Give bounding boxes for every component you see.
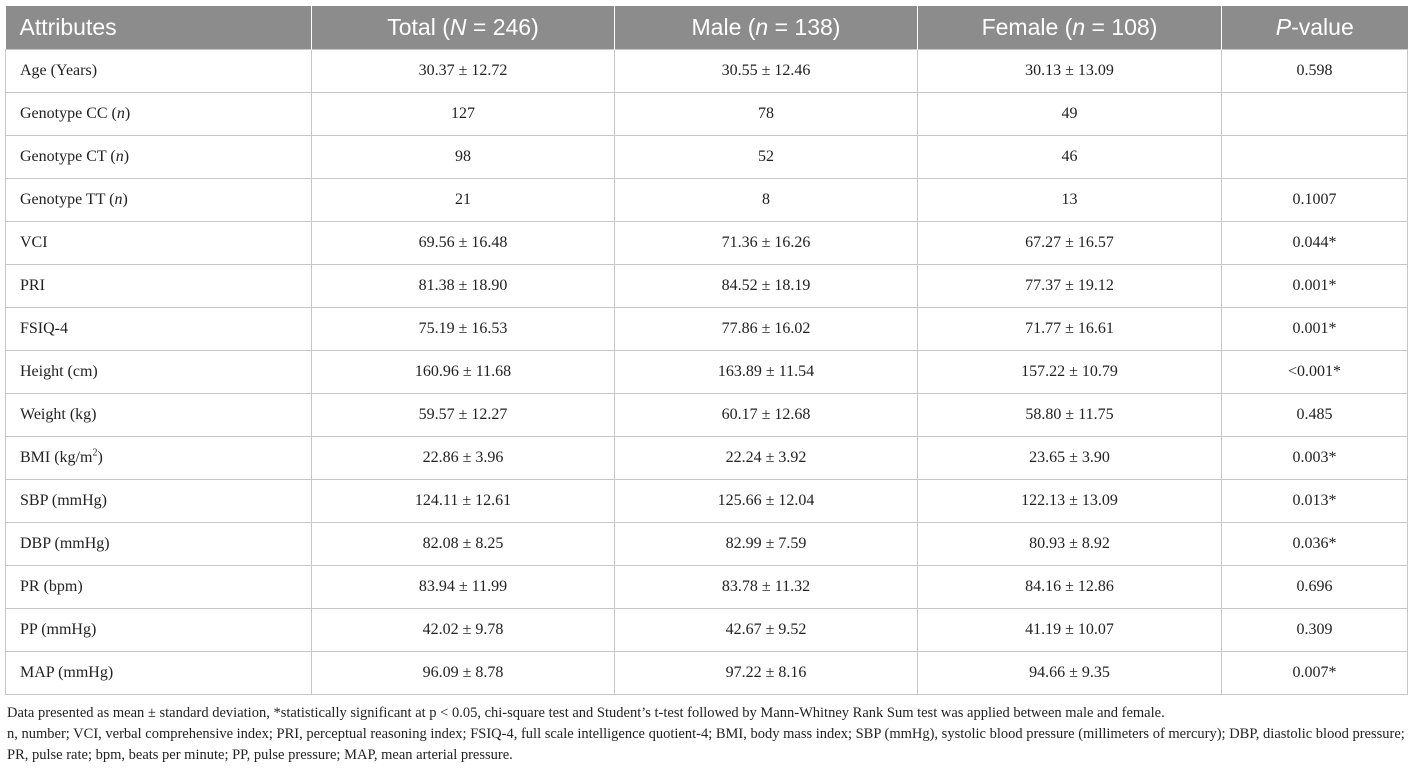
table-body — [6, 50, 1408, 695]
table-container — [5, 6, 1407, 766]
cell-attribute: Genotype TT (n) — [6, 179, 312, 222]
cell-female: 122.13 ± 13.09 — [918, 480, 1222, 523]
cell-attribute: SBP (mmHg) — [6, 480, 312, 523]
table-row — [6, 265, 1408, 308]
cell-female: 30.13 ± 13.09 — [918, 50, 1222, 93]
cell-male: 83.78 ± 11.32 — [615, 566, 918, 609]
cell-male: 82.99 ± 7.59 — [615, 523, 918, 566]
cell-attribute: DBP (mmHg) — [6, 523, 312, 566]
header-row — [6, 6, 1408, 50]
cell-p-value: 0.003* — [1222, 437, 1408, 480]
cell-total: 124.11 ± 12.61 — [312, 480, 615, 523]
cell-p-value: 0.001* — [1222, 265, 1408, 308]
header-male-suffix: = 138) — [768, 14, 841, 40]
table-footnote — [5, 703, 1405, 766]
table-row — [6, 609, 1408, 652]
cell-p-value: <0.001* — [1222, 351, 1408, 394]
cell-attribute: Genotype CC (n) — [6, 93, 312, 136]
cell-male: 78 — [615, 93, 918, 136]
header-attributes-label: Attributes — [19, 14, 117, 40]
cell-p-value — [1222, 136, 1408, 179]
cell-p-value: 0.044* — [1222, 222, 1408, 265]
table-row — [6, 394, 1408, 437]
cell-male: 97.22 ± 8.16 — [615, 652, 918, 695]
cell-total: 83.94 ± 11.99 — [312, 566, 615, 609]
header-total-var: N — [449, 14, 467, 40]
header-p-suffix: -value — [1291, 14, 1354, 40]
cell-male: 52 — [615, 136, 918, 179]
table-row — [6, 480, 1408, 523]
table-row — [6, 222, 1408, 265]
cell-total: 96.09 ± 8.78 — [312, 652, 615, 695]
cell-p-value: 0.036* — [1222, 523, 1408, 566]
cell-female: 94.66 ± 9.35 — [918, 652, 1222, 695]
cell-attribute: Weight (kg) — [6, 394, 312, 437]
cell-total: 42.02 ± 9.78 — [312, 609, 615, 652]
cell-p-value: 0.1007 — [1222, 179, 1408, 222]
cell-attribute: BMI $(kg/m^2)$ — [6, 437, 312, 480]
cell-total: 81.38 ± 18.90 — [312, 265, 615, 308]
header-attributes — [6, 6, 312, 50]
cell-total: 160.96 ± 11.68 — [312, 351, 615, 394]
cell-female: 80.93 ± 8.92 — [918, 523, 1222, 566]
cell-attribute: VCI — [6, 222, 312, 265]
footnote-line-2: n, number; VCI, verbal comprehensive index; PRI, perceptual reasoning index; FSIQ-4, full scale intelligence quotient-4; BMI, body mass index; SBP (mmHg), systolic blood pressure (millimeters of mercury); DBP, diastolic blood pressure; PR, pulse rate; bpm, beats per minute; PP, pulse pressure; MAP, mean arterial pressure. — [7, 726, 1405, 763]
cell-female: 13 — [918, 179, 1222, 222]
cell-total: 59.57 ± 12.27 — [312, 394, 615, 437]
table-row — [6, 351, 1408, 394]
cell-male: 22.24 ± 3.92 — [615, 437, 918, 480]
cell-attribute: PR (bpm) — [6, 566, 312, 609]
table-row — [6, 179, 1408, 222]
cell-male: 60.17 ± 12.68 — [615, 394, 918, 437]
cell-p-value: 0.485 — [1222, 394, 1408, 437]
cell-attribute: Age (Years) — [6, 50, 312, 93]
header-female-prefix: Female ( — [981, 14, 1073, 40]
footnote-line-1: Data presented as mean ± standard deviation, *statistically significant at p < 0.05, chi-square test and Student’s t-test followed by Mann-Whitney Rank Sum test was applied between male and female. — [7, 705, 1165, 721]
cell-total: 21 — [312, 179, 615, 222]
table-row — [6, 652, 1408, 695]
cell-male: 84.52 ± 18.19 — [615, 265, 918, 308]
table-row — [6, 437, 1408, 480]
cell-p-value: 0.696 — [1222, 566, 1408, 609]
attributes-table — [5, 6, 1408, 695]
header-female — [918, 6, 1222, 50]
header-female-var: n — [1072, 14, 1086, 40]
header-female-suffix: = 108) — [1085, 14, 1158, 40]
header-total — [312, 6, 615, 50]
table-row — [6, 93, 1408, 136]
cell-attribute: Genotype CT (n) — [6, 136, 312, 179]
cell-male: 163.89 ± 11.54 — [615, 351, 918, 394]
cell-female: 71.77 ± 16.61 — [918, 308, 1222, 351]
cell-p-value: 0.007* — [1222, 652, 1408, 695]
cell-female: 46 — [918, 136, 1222, 179]
table-header — [6, 6, 1408, 50]
cell-p-value — [1222, 93, 1408, 136]
cell-male: 42.67 ± 9.52 — [615, 609, 918, 652]
cell-p-value: 0.309 — [1222, 609, 1408, 652]
cell-female: 67.27 ± 16.57 — [918, 222, 1222, 265]
header-male-prefix: Male ( — [691, 14, 756, 40]
header-p-var: P — [1275, 14, 1292, 40]
cell-total: 75.19 ± 16.53 — [312, 308, 615, 351]
cell-female: 58.80 ± 11.75 — [918, 394, 1222, 437]
cell-female: 77.37 ± 19.12 — [918, 265, 1222, 308]
cell-attribute: Height (cm) — [6, 351, 312, 394]
cell-total: 127 — [312, 93, 615, 136]
cell-total: 69.56 ± 16.48 — [312, 222, 615, 265]
cell-male: 8 — [615, 179, 918, 222]
cell-female: 49 — [918, 93, 1222, 136]
cell-total: 22.86 ± 3.96 — [312, 437, 615, 480]
table-row — [6, 308, 1408, 351]
table-row — [6, 523, 1408, 566]
cell-p-value: 0.598 — [1222, 50, 1408, 93]
table-row — [6, 136, 1408, 179]
cell-female: 41.19 ± 10.07 — [918, 609, 1222, 652]
table-row — [6, 566, 1408, 609]
cell-male: 30.55 ± 12.46 — [615, 50, 918, 93]
cell-total: 98 — [312, 136, 615, 179]
cell-total: 30.37 ± 12.72 — [312, 50, 615, 93]
cell-male: 71.36 ± 16.26 — [615, 222, 918, 265]
cell-p-value: 0.001* — [1222, 308, 1408, 351]
cell-p-value: 0.013* — [1222, 480, 1408, 523]
cell-total: 82.08 ± 8.25 — [312, 523, 615, 566]
header-male — [615, 6, 918, 50]
cell-female: 84.16 ± 12.86 — [918, 566, 1222, 609]
header-p-value — [1222, 6, 1408, 50]
cell-attribute: PP (mmHg) — [6, 609, 312, 652]
header-male-var: n — [755, 14, 769, 40]
cell-attribute: PRI — [6, 265, 312, 308]
cell-attribute: FSIQ-4 — [6, 308, 312, 351]
table-row — [6, 50, 1408, 93]
cell-attribute: MAP (mmHg) — [6, 652, 312, 695]
header-total-prefix: Total ( — [387, 14, 450, 40]
cell-male: 125.66 ± 12.04 — [615, 480, 918, 523]
cell-male: 77.86 ± 16.02 — [615, 308, 918, 351]
header-total-suffix: = 246) — [466, 14, 539, 40]
cell-female: 23.65 ± 3.90 — [918, 437, 1222, 480]
cell-female: 157.22 ± 10.79 — [918, 351, 1222, 394]
